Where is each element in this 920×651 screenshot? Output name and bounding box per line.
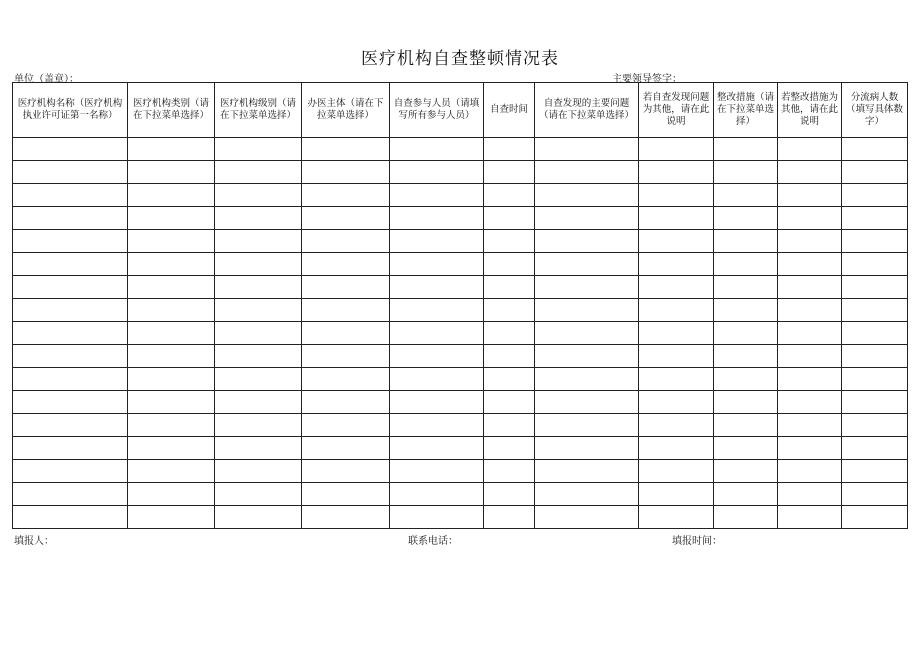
table-cell[interactable]: [639, 322, 714, 345]
table-cell[interactable]: [778, 460, 842, 483]
table-cell[interactable]: [714, 391, 778, 414]
table-cell[interactable]: [842, 207, 908, 230]
table-cell[interactable]: [778, 184, 842, 207]
table-cell[interactable]: [215, 483, 302, 506]
table-cell[interactable]: [302, 345, 390, 368]
table-cell[interactable]: [128, 460, 215, 483]
table-cell[interactable]: [778, 253, 842, 276]
table-cell[interactable]: [639, 161, 714, 184]
table-cell[interactable]: [535, 368, 639, 391]
table-cell[interactable]: [215, 276, 302, 299]
table-cell[interactable]: [215, 460, 302, 483]
table-cell[interactable]: [535, 299, 639, 322]
table-cell[interactable]: [390, 299, 484, 322]
table-cell[interactable]: [13, 184, 128, 207]
table-cell[interactable]: [842, 322, 908, 345]
table-cell[interactable]: [535, 138, 639, 161]
table-cell[interactable]: [484, 506, 535, 529]
table-cell[interactable]: [714, 207, 778, 230]
table-row: [13, 230, 908, 253]
table-cell[interactable]: [842, 138, 908, 161]
table-cell[interactable]: [535, 207, 639, 230]
table-cell[interactable]: [215, 506, 302, 529]
table-cell[interactable]: [128, 184, 215, 207]
table-cell[interactable]: [13, 414, 128, 437]
table-cell[interactable]: [842, 391, 908, 414]
table-cell[interactable]: [714, 437, 778, 460]
table-cell[interactable]: [714, 230, 778, 253]
table-cell[interactable]: [302, 437, 390, 460]
table-cell[interactable]: [714, 184, 778, 207]
table-cell[interactable]: [484, 161, 535, 184]
table-cell[interactable]: [778, 138, 842, 161]
table-cell[interactable]: [390, 138, 484, 161]
filler-label: 填报人：: [14, 536, 54, 547]
table-cell[interactable]: [13, 138, 128, 161]
table-cell[interactable]: [13, 276, 128, 299]
table-cell[interactable]: [13, 345, 128, 368]
table-cell[interactable]: [639, 391, 714, 414]
phone-label: 联系电话：: [408, 536, 458, 547]
table-cell[interactable]: [215, 414, 302, 437]
table-cell[interactable]: [13, 322, 128, 345]
table-cell[interactable]: [128, 161, 215, 184]
table-cell[interactable]: [842, 253, 908, 276]
table-cell[interactable]: [13, 207, 128, 230]
table-cell[interactable]: [302, 161, 390, 184]
table-cell[interactable]: [128, 414, 215, 437]
table-cell[interactable]: [484, 414, 535, 437]
table-cell[interactable]: [390, 345, 484, 368]
table-row: [13, 322, 908, 345]
table-cell[interactable]: [13, 483, 128, 506]
table-row: [13, 368, 908, 391]
table-cell[interactable]: [714, 460, 778, 483]
table-cell[interactable]: [128, 253, 215, 276]
table-cell[interactable]: [714, 253, 778, 276]
table-cell[interactable]: [842, 414, 908, 437]
table-cell[interactable]: [484, 460, 535, 483]
table-cell[interactable]: [639, 253, 714, 276]
col-header-other-rectification-note: 若整改措施为其他，请在此说明: [778, 83, 842, 138]
table-cell[interactable]: [535, 345, 639, 368]
col-header-participants: 自查参与人员（请填写所有参与人员）: [390, 83, 484, 138]
table-cell[interactable]: [302, 368, 390, 391]
table-cell[interactable]: [302, 207, 390, 230]
table-cell[interactable]: [215, 138, 302, 161]
table-cell[interactable]: [128, 506, 215, 529]
table-cell[interactable]: [390, 460, 484, 483]
table-cell[interactable]: [714, 345, 778, 368]
table-cell[interactable]: [390, 276, 484, 299]
table-row: [13, 460, 908, 483]
table-row: [13, 506, 908, 529]
table-cell[interactable]: [639, 207, 714, 230]
table-cell[interactable]: [390, 414, 484, 437]
table-cell[interactable]: [390, 437, 484, 460]
table-cell[interactable]: [535, 483, 639, 506]
table-cell[interactable]: [714, 299, 778, 322]
table-cell[interactable]: [778, 483, 842, 506]
table-row: [13, 161, 908, 184]
col-header-rectification: 整改措施（请在下拉菜单选择）: [714, 83, 778, 138]
col-header-institution-level: 医疗机构级别（请在下拉菜单选择）: [215, 83, 302, 138]
table-cell[interactable]: [714, 483, 778, 506]
table-cell[interactable]: [842, 345, 908, 368]
table-cell[interactable]: [535, 322, 639, 345]
table-cell[interactable]: [215, 207, 302, 230]
table-cell[interactable]: [215, 299, 302, 322]
col-header-main-problems: 自查发现的主要问题（请在下拉菜单选择）: [535, 83, 639, 138]
table-cell[interactable]: [13, 161, 128, 184]
table-cell[interactable]: [778, 437, 842, 460]
table-cell[interactable]: [639, 230, 714, 253]
table-cell[interactable]: [778, 506, 842, 529]
table-cell[interactable]: [128, 437, 215, 460]
table-cell[interactable]: [778, 230, 842, 253]
table-cell[interactable]: [639, 368, 714, 391]
table-cell[interactable]: [13, 253, 128, 276]
table-cell[interactable]: [842, 460, 908, 483]
table-cell[interactable]: [215, 184, 302, 207]
table-row: [13, 207, 908, 230]
table-cell[interactable]: [484, 138, 535, 161]
table-cell[interactable]: [484, 345, 535, 368]
table-cell[interactable]: [842, 276, 908, 299]
table-cell[interactable]: [484, 322, 535, 345]
table-cell[interactable]: [714, 276, 778, 299]
table-cell[interactable]: [390, 322, 484, 345]
table-cell[interactable]: [778, 207, 842, 230]
table-cell[interactable]: [390, 161, 484, 184]
unit-label: 单位（盖章）：: [14, 74, 79, 85]
table-cell[interactable]: [639, 299, 714, 322]
table-cell[interactable]: [639, 414, 714, 437]
leader-signature-label: 主要领导签字：: [612, 74, 682, 85]
table-cell[interactable]: [215, 437, 302, 460]
table-cell[interactable]: [484, 483, 535, 506]
table-cell[interactable]: [215, 253, 302, 276]
col-header-institution-name: 医疗机构名称（医疗机构执业许可证第一名称）: [13, 83, 128, 138]
table-cell[interactable]: [714, 138, 778, 161]
table-cell[interactable]: [215, 345, 302, 368]
table-cell[interactable]: [390, 391, 484, 414]
table-cell[interactable]: [842, 184, 908, 207]
table-cell[interactable]: [714, 368, 778, 391]
table-cell[interactable]: [778, 322, 842, 345]
table-cell[interactable]: [535, 437, 639, 460]
table-cell[interactable]: [535, 391, 639, 414]
table-cell[interactable]: [535, 506, 639, 529]
table-cell[interactable]: [302, 230, 390, 253]
table-cell[interactable]: [390, 184, 484, 207]
fill-time-label: 填报时间：: [672, 536, 722, 547]
table-cell[interactable]: [535, 414, 639, 437]
table-cell[interactable]: [484, 253, 535, 276]
table-cell[interactable]: [842, 230, 908, 253]
table-cell[interactable]: [639, 483, 714, 506]
table-cell[interactable]: [842, 483, 908, 506]
table-cell[interactable]: [215, 391, 302, 414]
table-cell[interactable]: [302, 414, 390, 437]
table-row: [13, 299, 908, 322]
table-cell[interactable]: [778, 368, 842, 391]
table-cell[interactable]: [535, 230, 639, 253]
table-cell[interactable]: [535, 184, 639, 207]
table-cell[interactable]: [535, 460, 639, 483]
table-cell[interactable]: [778, 161, 842, 184]
table-cell[interactable]: [535, 253, 639, 276]
page-title: 医疗机构自查整顿情况表: [361, 49, 559, 69]
table-cell[interactable]: [128, 207, 215, 230]
table-body: [13, 138, 908, 529]
table-cell[interactable]: [302, 184, 390, 207]
table-cell[interactable]: [302, 483, 390, 506]
table-cell[interactable]: [842, 437, 908, 460]
table-cell[interactable]: [302, 391, 390, 414]
table-cell[interactable]: [535, 161, 639, 184]
table-cell[interactable]: [13, 460, 128, 483]
table-row: [13, 138, 908, 161]
table-row: [13, 276, 908, 299]
table-cell[interactable]: [128, 368, 215, 391]
table-cell[interactable]: [13, 506, 128, 529]
table-cell[interactable]: [215, 322, 302, 345]
table-cell[interactable]: [128, 483, 215, 506]
table-row: [13, 414, 908, 437]
table-cell[interactable]: [842, 368, 908, 391]
table-cell[interactable]: [390, 506, 484, 529]
table-cell[interactable]: [302, 322, 390, 345]
self-inspection-table: [12, 82, 908, 529]
table-cell[interactable]: [484, 391, 535, 414]
table-cell[interactable]: [128, 138, 215, 161]
table-cell[interactable]: [778, 299, 842, 322]
table-header-row: [13, 83, 908, 138]
table-cell[interactable]: [484, 230, 535, 253]
table-cell[interactable]: [714, 506, 778, 529]
table-cell[interactable]: [842, 506, 908, 529]
table-cell[interactable]: [484, 368, 535, 391]
table-cell[interactable]: [302, 276, 390, 299]
table-cell[interactable]: [639, 276, 714, 299]
table-row: [13, 184, 908, 207]
table-cell[interactable]: [484, 276, 535, 299]
col-header-operator: 办医主体（请在下拉菜单选择）: [302, 83, 390, 138]
table-cell[interactable]: [639, 184, 714, 207]
table-cell[interactable]: [13, 437, 128, 460]
table-cell[interactable]: [128, 345, 215, 368]
table-row: [13, 437, 908, 460]
table-row: [13, 391, 908, 414]
table-cell[interactable]: [302, 138, 390, 161]
table-cell[interactable]: [639, 437, 714, 460]
table-cell[interactable]: [302, 299, 390, 322]
table-cell[interactable]: [13, 391, 128, 414]
table-cell[interactable]: [215, 230, 302, 253]
table-cell[interactable]: [13, 368, 128, 391]
table-cell[interactable]: [128, 299, 215, 322]
table-cell[interactable]: [13, 299, 128, 322]
col-header-other-problem-note: 若自查发现问题为其他，请在此说明: [639, 83, 714, 138]
table-cell[interactable]: [128, 322, 215, 345]
table-row: [13, 483, 908, 506]
table-cell[interactable]: [390, 483, 484, 506]
table-cell[interactable]: [484, 184, 535, 207]
table-cell[interactable]: [778, 276, 842, 299]
table-cell[interactable]: [714, 322, 778, 345]
table-cell[interactable]: [13, 230, 128, 253]
table-cell[interactable]: [128, 230, 215, 253]
table-cell[interactable]: [484, 207, 535, 230]
table-row: [13, 253, 908, 276]
table-cell[interactable]: [390, 368, 484, 391]
table-cell[interactable]: [639, 345, 714, 368]
table-cell[interactable]: [778, 391, 842, 414]
table-cell[interactable]: [714, 161, 778, 184]
table-cell[interactable]: [302, 460, 390, 483]
table-cell[interactable]: [484, 437, 535, 460]
table-cell[interactable]: [778, 345, 842, 368]
table-cell[interactable]: [639, 506, 714, 529]
table-row: [13, 345, 908, 368]
col-header-diverted-patients: 分流病人数（填写具体数字）: [842, 83, 908, 138]
table-cell[interactable]: [639, 138, 714, 161]
table-cell[interactable]: [302, 253, 390, 276]
table-cell[interactable]: [842, 161, 908, 184]
col-header-inspection-time: 自查时间: [484, 83, 535, 138]
table-cell[interactable]: [215, 161, 302, 184]
table-cell[interactable]: [390, 207, 484, 230]
col-header-institution-category: 医疗机构类别（请在下拉菜单选择）: [128, 83, 215, 138]
table-cell[interactable]: [714, 414, 778, 437]
table-cell[interactable]: [390, 253, 484, 276]
table-cell[interactable]: [639, 460, 714, 483]
table-cell[interactable]: [302, 506, 390, 529]
table-cell[interactable]: [390, 230, 484, 253]
table-cell[interactable]: [128, 391, 215, 414]
table-cell[interactable]: [128, 276, 215, 299]
table-cell[interactable]: [778, 414, 842, 437]
table-cell[interactable]: [842, 299, 908, 322]
table-cell[interactable]: [535, 276, 639, 299]
table-cell[interactable]: [484, 299, 535, 322]
table-cell[interactable]: [215, 368, 302, 391]
